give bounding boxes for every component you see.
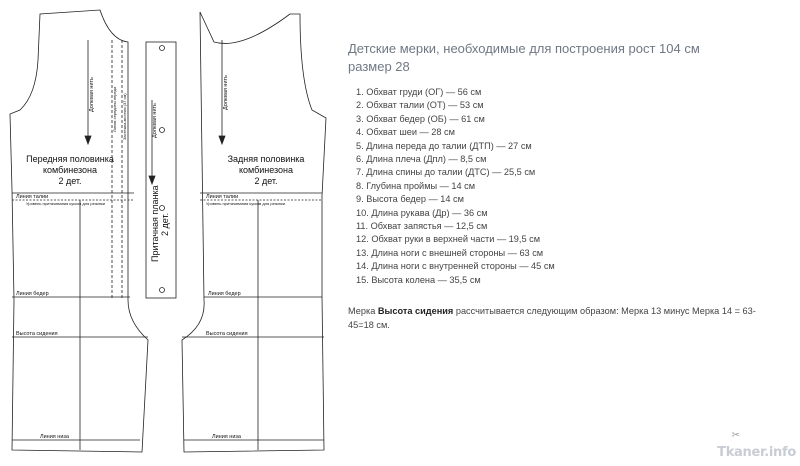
pattern-drawing — [0, 0, 340, 466]
back-label-line1: Задняя половинка — [227, 154, 305, 164]
site-logo[interactable] — [717, 430, 796, 460]
list-item: 11. Обхват запястья — 12,5 см — [356, 221, 488, 232]
back-hip-label: Линия бедер — [208, 291, 241, 297]
scissors-icon: ✂ — [731, 430, 740, 441]
front-label-line1: Передняя половинка — [26, 154, 114, 164]
placket-grain-label: Долевая нить — [152, 103, 158, 138]
back-seat-label: Высота сидения — [206, 331, 248, 337]
list-item: 4. Обхват шеи — 28 см — [356, 127, 455, 138]
front-grain-label: Долевая нить — [89, 77, 95, 112]
front-waist-label: Линия талии — [16, 194, 49, 200]
note-prefix: Мерка — [348, 306, 378, 317]
list-item: 1. Обхват груди (ОГ) — 56 см — [356, 87, 482, 97]
placket-label-line1: Притачная планка — [150, 185, 160, 262]
back-label-line3: 2 дет. — [254, 176, 278, 186]
placket-label-line2: 2 дет. — [160, 212, 170, 236]
front-guide-2: Застежка-молния (37 см) — [122, 93, 127, 140]
list-item: 3. Обхват бедер (ОБ) — 61 см — [356, 113, 485, 124]
back-waist-label: Линия талии — [206, 194, 239, 200]
logo-text: Tkaner.info — [717, 445, 796, 460]
list-item: 9. Высота бедер — 14 см — [356, 194, 464, 205]
list-item: 10. Длина рукава (Др) — 36 см — [356, 207, 488, 218]
front-pocket-level: Уровень притачивания кусков для резинки — [26, 201, 105, 206]
list-item: 8. Глубина проймы — 14 см — [356, 180, 476, 191]
front-bottom-label: Линия низа — [40, 434, 69, 440]
list-item: 13. Длина ноги с внешней стороны — 63 см — [356, 247, 544, 258]
back-piece-outline — [182, 12, 326, 452]
list-item: 15. Высота колена — 35,5 см — [356, 274, 481, 285]
back-bottom-label: Линия низа — [212, 434, 241, 440]
measurements-panel — [348, 40, 788, 332]
front-hip-label: Линия бедер — [16, 291, 49, 297]
measurements-list — [348, 86, 788, 287]
list-item: 2. Обхват талии (ОТ) — 53 см — [356, 100, 484, 111]
list-item: 6. Длина плеча (Дпл) — 8,5 см — [356, 154, 487, 165]
back-label-line2: комбинезона — [238, 165, 294, 175]
front-label-line2: комбинезона — [42, 165, 98, 175]
front-label-line3: 2 дет. — [58, 176, 82, 186]
note-suffix: рассчитывается следующим образом: Мерка 13 минус Мерка 14 = 63-45=18 см. — [348, 306, 756, 331]
front-guide-1: Линия середины переда — [112, 86, 117, 132]
list-item: 5. Длина переда до талии (ДТП) — 27 см — [356, 140, 532, 151]
list-item: 12. Обхват руки в верхней части — 19,5 см — [356, 234, 541, 245]
list-item: 14. Длина ноги с внутренней стороны — 45 см — [356, 261, 555, 272]
back-pocket-level: Уровень притачивания кусков для резинки — [206, 201, 285, 206]
measurements-title: Детские мерки, необходимые для построения рост 104 см размер 28 — [348, 41, 700, 74]
front-seat-label: Высота сидения — [16, 331, 58, 337]
list-item: 7. Длина спины до талии (ДТС) — 25,5 см — [356, 167, 536, 178]
note-bold: Высота сидения — [377, 306, 454, 317]
back-grain-label: Долевая нить — [223, 75, 229, 110]
seat-height-note — [348, 304, 768, 332]
front-piece-outline — [10, 10, 148, 452]
